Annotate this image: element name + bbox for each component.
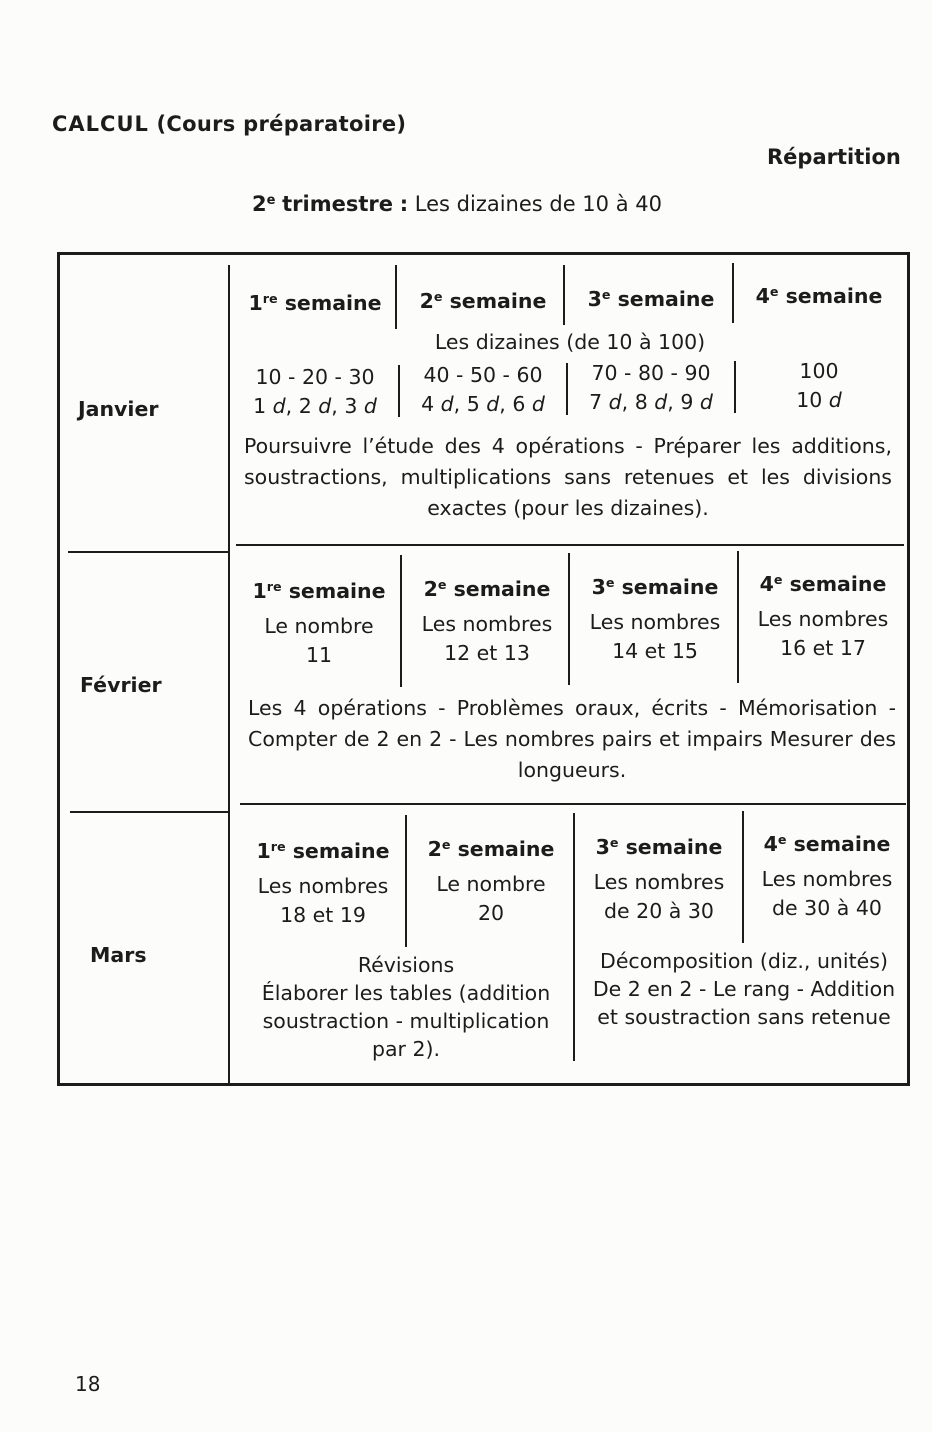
week-label: semaine xyxy=(789,572,887,596)
values-line2 xyxy=(568,388,734,417)
fevrier-week-4 xyxy=(740,570,906,663)
right-line1: Décomposition (diz., unités) xyxy=(600,949,888,973)
values-line2 xyxy=(232,392,398,421)
week-num: 4 xyxy=(763,832,778,856)
left-line1: Révisions xyxy=(357,953,455,977)
mars-week-1 xyxy=(240,837,406,930)
v: , 3 xyxy=(331,394,364,418)
mars-sep-3 xyxy=(742,811,744,943)
right-line3: et soustraction sans retenue xyxy=(597,1005,891,1029)
week-line1: Les nombres xyxy=(593,870,725,894)
fevrier-week-1 xyxy=(236,577,402,670)
week-header xyxy=(236,577,402,606)
janvier-week-2-values xyxy=(400,361,566,419)
v: , 6 xyxy=(499,392,532,416)
trimester-sup: e xyxy=(266,192,276,208)
d: d xyxy=(486,392,500,416)
week-sup: e xyxy=(773,572,783,588)
week-num: 1 xyxy=(252,579,267,603)
week-label: semaine xyxy=(457,837,555,861)
week-line2: de 30 à 40 xyxy=(772,896,882,920)
week-num: 4 xyxy=(755,284,770,308)
mars-right-text xyxy=(578,947,910,1031)
janvier-week-1-values xyxy=(232,363,398,421)
week-header xyxy=(240,837,406,866)
d: d xyxy=(318,394,332,418)
mars-sep-1 xyxy=(405,815,407,947)
week-line2: 16 et 17 xyxy=(780,636,866,660)
week-line1: Les nombres xyxy=(757,607,889,631)
week-line2: 20 xyxy=(477,901,505,925)
v: , 9 xyxy=(667,390,700,414)
values-line2 xyxy=(400,390,566,419)
fevrier-week-3 xyxy=(572,573,738,666)
week-num: 2 xyxy=(423,577,438,601)
right-line2: De 2 en 2 - Le rang - Addition xyxy=(592,977,896,1001)
janvier-week-4-values xyxy=(736,357,902,415)
row-divider-1-right xyxy=(236,544,904,546)
mars-week-3 xyxy=(576,833,742,926)
values-line1: 70 - 80 - 90 xyxy=(591,361,711,385)
subject-title: CALCUL xyxy=(52,112,149,136)
month-column-divider xyxy=(228,265,230,1083)
week-label: semaine xyxy=(617,287,715,311)
fevrier-text: Les 4 opérations - Problèmes oraux, écrits - Mémorisation - Compter de 2 en 2 - Les nombres pairs et impairs Mesurer des longueurs. xyxy=(248,696,896,782)
course-title: (Cours préparatoire) xyxy=(156,112,407,136)
week-label: semaine xyxy=(292,839,390,863)
trimester-sep: : xyxy=(399,192,409,216)
trimester-line xyxy=(252,192,662,216)
schedule-table xyxy=(57,252,910,1086)
week-header xyxy=(408,835,574,864)
week-sup: e xyxy=(441,837,451,853)
week-line1: Les nombres xyxy=(421,612,553,636)
week-num: 3 xyxy=(595,835,610,859)
d: d xyxy=(699,390,713,414)
fevrier-sep-3 xyxy=(737,551,739,683)
repartition-label: Répartition xyxy=(767,145,901,169)
row-divider-2-right xyxy=(240,803,906,805)
week-label: semaine xyxy=(449,289,547,313)
values-line1: 40 - 50 - 60 xyxy=(423,363,543,387)
left-line3: soustraction - multiplication xyxy=(262,1009,550,1033)
trimester-num: 2 xyxy=(252,192,267,216)
v: 7 xyxy=(589,390,609,414)
week-line2: 14 et 15 xyxy=(612,639,698,663)
week-num: 3 xyxy=(591,575,606,599)
values-line1: 10 - 20 - 30 xyxy=(255,365,375,389)
week-num: 1 xyxy=(248,291,263,315)
week-label: semaine xyxy=(288,579,386,603)
week-header xyxy=(744,830,910,859)
janvier-subtitle: Les dizaines (de 10 à 100) xyxy=(434,330,706,354)
janvier-hdr-sep-1 xyxy=(395,265,397,329)
week-label: semaine xyxy=(625,835,723,859)
janvier-week-1-header xyxy=(232,289,398,318)
janvier-val-sep-2 xyxy=(566,363,568,415)
week-sup: re xyxy=(262,291,278,307)
janvier-hdr-sep-2 xyxy=(563,265,565,325)
janvier-week-3-header xyxy=(568,285,734,314)
row-divider-2-left xyxy=(70,811,230,813)
week-num: 4 xyxy=(759,572,774,596)
values-line2 xyxy=(736,386,902,415)
week-line1: Les nombres xyxy=(257,874,389,898)
janvier-week-4-header xyxy=(736,282,902,311)
week-header xyxy=(404,575,570,604)
v: 4 xyxy=(421,392,441,416)
janvier-week-3-values xyxy=(568,359,734,417)
v: , 2 xyxy=(285,394,319,418)
week-sup: e xyxy=(605,575,615,591)
v: , 8 xyxy=(621,390,655,414)
week-sup: e xyxy=(609,835,619,851)
janvier-hdr-sep-3 xyxy=(732,263,734,323)
trimester-text: Les dizaines de 10 à 40 xyxy=(414,192,662,216)
week-sup: re xyxy=(270,839,286,855)
week-header xyxy=(576,833,742,862)
d: d xyxy=(654,390,668,414)
mars-week-2 xyxy=(408,835,574,928)
d: d xyxy=(828,388,842,412)
week-line1: Les nombres xyxy=(589,610,721,634)
month-label-mars: Mars xyxy=(90,943,147,967)
page-number: 18 xyxy=(75,1372,101,1396)
d: d xyxy=(531,392,545,416)
week-line1: Les nombres xyxy=(761,867,893,891)
week-sup: e xyxy=(433,289,443,305)
week-label: semaine xyxy=(621,575,719,599)
week-sup: re xyxy=(266,579,282,595)
left-line4: par 2). xyxy=(371,1037,441,1061)
week-label: semaine xyxy=(793,832,891,856)
fevrier-sep-2 xyxy=(568,553,570,685)
week-sup: e xyxy=(437,577,447,593)
week-header xyxy=(572,573,738,602)
week-label: semaine xyxy=(785,284,883,308)
v: 1 xyxy=(253,394,273,418)
fevrier-sep-1 xyxy=(400,555,402,687)
week-line2: 11 xyxy=(305,643,333,667)
week-num: 2 xyxy=(427,837,442,861)
month-label-janvier: Janvier xyxy=(78,397,159,421)
d: d xyxy=(363,394,377,418)
d: d xyxy=(608,390,622,414)
page-title xyxy=(52,112,406,136)
fevrier-week-2 xyxy=(404,575,570,668)
month-label-fevrier: Février xyxy=(80,673,162,697)
d: d xyxy=(440,392,454,416)
left-line2: Élaborer les tables (addition xyxy=(261,981,551,1005)
week-sup: e xyxy=(777,832,787,848)
week-line2: 18 et 19 xyxy=(280,903,366,927)
week-line1: Le nombre xyxy=(436,872,546,896)
mars-left-text xyxy=(240,951,572,1063)
trimester-word: trimestre xyxy=(282,192,393,216)
mars-sep-2 xyxy=(573,813,575,1061)
week-num: 1 xyxy=(256,839,271,863)
week-line2: 12 et 13 xyxy=(444,641,530,665)
janvier-val-sep-3 xyxy=(734,361,736,413)
v: 10 xyxy=(796,388,829,412)
week-num: 3 xyxy=(587,287,602,311)
janvier-val-sep-1 xyxy=(398,365,400,417)
mars-week-4 xyxy=(744,830,910,923)
row-divider-1-left xyxy=(68,551,228,553)
janvier-week-2-header xyxy=(400,287,566,316)
week-header xyxy=(740,570,906,599)
week-line2: de 20 à 30 xyxy=(604,899,714,923)
week-line1: Le nombre xyxy=(264,614,374,638)
week-num: 2 xyxy=(419,289,434,313)
janvier-text: Poursuivre l’étude des 4 opérations - Préparer les additions, soustractions, multiplications sans retenues et les divisions exactes (pour les dizaines). xyxy=(244,434,892,520)
week-label: semaine xyxy=(284,291,382,315)
week-label: semaine xyxy=(453,577,551,601)
v: , 5 xyxy=(453,392,487,416)
values-line1: 100 xyxy=(799,359,839,383)
week-sup: e xyxy=(769,284,779,300)
week-sup: e xyxy=(601,287,611,303)
d: d xyxy=(272,394,286,418)
